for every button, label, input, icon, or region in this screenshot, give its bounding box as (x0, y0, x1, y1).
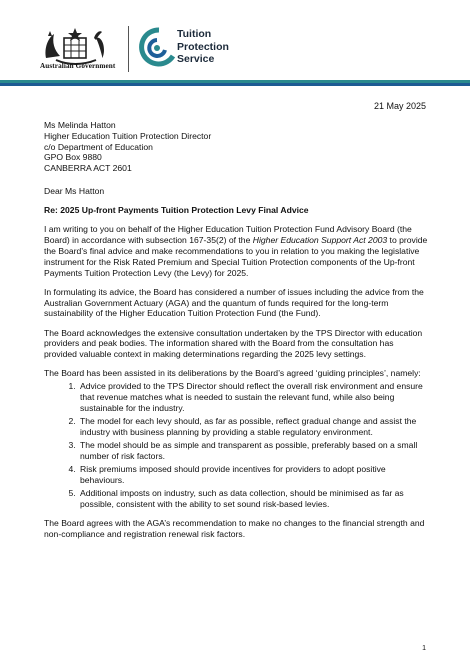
guiding-principles-list (44, 381, 428, 509)
tps-name-line: Service (177, 53, 215, 65)
header-band (0, 80, 470, 86)
tps-name-line: Protection (177, 40, 229, 53)
letter-body (44, 120, 428, 548)
recipient-address (44, 120, 428, 174)
paragraph-text: to provide the Board’s final advice and make recommendations to you in relation to you making the legislative instrument for the Risk Rated Premium and Special Tuition Protection components of the Up-front Payments Tuition Protection Levy (the Levy) for 2025. (44, 235, 428, 278)
list-item: 3. The model should be as simple and transparent as possible, preferably based on a small number of risk factors. (78, 440, 428, 462)
act-title: Higher Education Support Act 2003 (252, 235, 388, 246)
salutation: Dear Ms Hatton (44, 185, 105, 196)
paragraph: The Board agrees with the AGA’s recommendation to make no changes to the financial strength and non-compliance and registration renewal risk factors. (44, 517, 425, 539)
letterhead (0, 0, 470, 80)
logo-divider (128, 26, 129, 72)
letter-date: 21 May 2025 (373, 101, 426, 111)
tps-name-line: Tuition (177, 28, 212, 40)
list-item: 1. Advice provided to the TPS Director should reflect the overall risk environment and ensure that revenue matches what is needed to sustain the relevant fund, while also being sustainable for the industry. (78, 381, 428, 413)
address-line: CANBERRA ACT 2601 (44, 163, 132, 174)
address-line: GPO Box 9880 (44, 152, 102, 163)
address-line: Ms Melinda Hatton (44, 120, 116, 130)
subject-line: Re: 2025 Up-front Payments Tuition Protection Levy Final Advice (44, 205, 309, 216)
paragraph: In formulating its advice, the Board has considered a number of issues including the advice from the Australian Government Actuary (AGA) and the quantum of funds required for the long-term sustainability of the Higher Education Tuition Protection Fund (the Fund). (44, 286, 424, 319)
address-line: c/o Department of Education (44, 141, 153, 152)
paragraph (44, 224, 428, 278)
list-item: 2. The model for each levy should, as far as possible, reflect gradual change and assist the industry with business planning by providing a stable regulatory environment. (78, 416, 428, 438)
paragraph-text: I am writing to you on behalf of the Higher Education Tuition Protection Fund Advisory Board (the Board) in accordance with subsection 167-35(2) of the (44, 224, 412, 246)
tps-name (177, 28, 229, 66)
paragraph: The Board acknowledges the extensive consultation undertaken by the TPS Director with education providers and peak bodies. The information shared with the Board from the consultation has provided valuable context in making determinations regarding the 2025 levy settings. (44, 327, 423, 360)
address-line: Higher Education Tuition Protection Director (44, 130, 212, 141)
paragraph: The Board has been assisted in its deliberations by the Board’s agreed ‘guiding principles’, namely: (44, 368, 421, 379)
tps-logo-icon (137, 26, 177, 72)
government-name: Australian Government (40, 62, 116, 70)
list-item: 5. Additional imposts on industry, such as data collection, should be minimised as far as possible, consistent with the ability to set sound risk-based levies. (78, 488, 428, 510)
page-number: 1 (422, 645, 426, 652)
list-item: 4. Risk premiums imposed should provide incentives for providers to adopt positive behaviours. (78, 464, 428, 486)
